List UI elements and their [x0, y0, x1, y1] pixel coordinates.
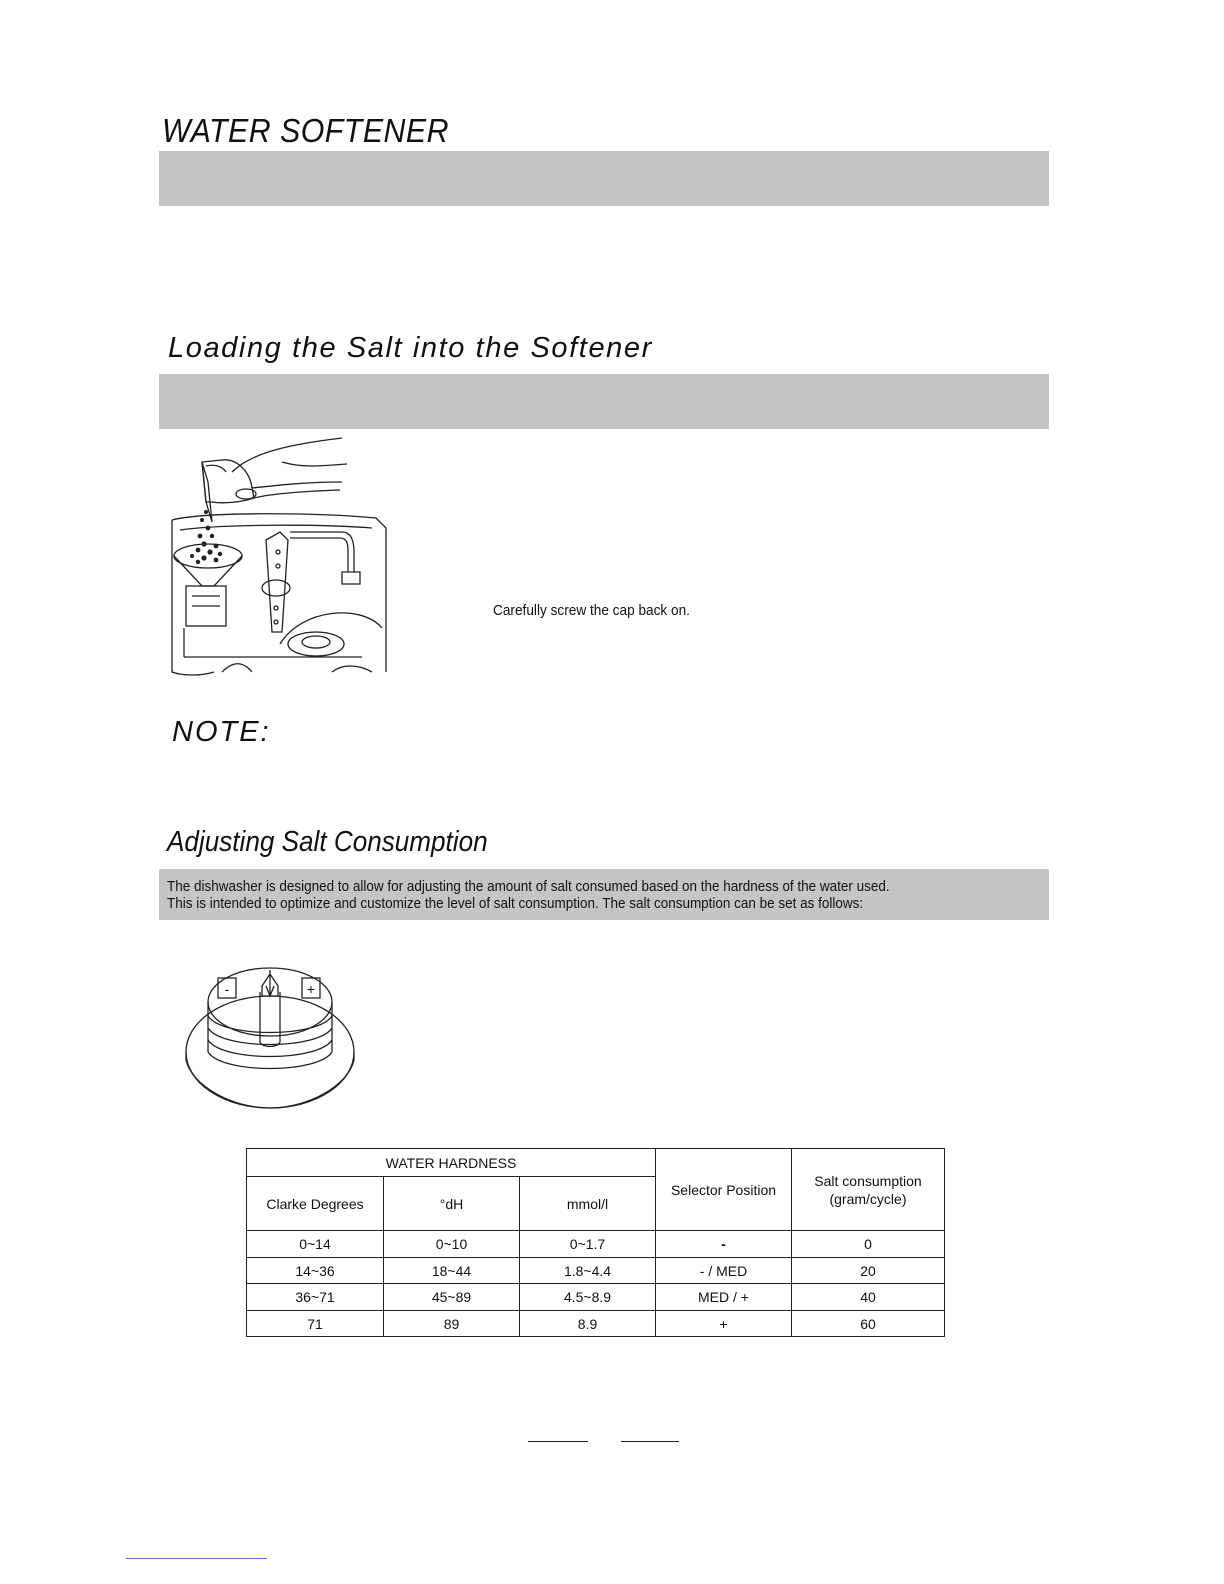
- table-cell: 20: [860, 1262, 876, 1279]
- table-cell: -: [721, 1236, 726, 1252]
- adjusting-intro-line-1: The dishwasher is designed to allow for adjusting the amount of salt consumed based on the hardness of the water used.: [167, 879, 890, 895]
- salt-selector-illustration: [182, 956, 358, 1112]
- table-cell: 18~44: [431, 1262, 472, 1279]
- section-title-adjusting: Adjusting Salt Consumption: [167, 826, 488, 858]
- table-cell: 0~10: [435, 1236, 468, 1252]
- salt-loading-illustration: [162, 432, 390, 684]
- table-cell: 71: [307, 1315, 323, 1332]
- selector-minus-label: -: [224, 981, 230, 997]
- note-title: NOTE:: [172, 716, 271, 748]
- section-banner-adjusting: [159, 869, 1049, 920]
- table-header-mmol: mmol/l: [566, 1195, 609, 1212]
- section-banner-loading-salt: [159, 374, 1049, 429]
- footer-rule-right: [621, 1441, 679, 1442]
- table-cell: 89: [443, 1315, 460, 1332]
- table-cell: 0~1.7: [569, 1236, 606, 1252]
- adjusting-intro-line-2: This is intended to optimize and customize the level of salt consumption. The salt consumption can be set as follows:: [167, 896, 864, 912]
- table-cell: 1.8~4.4: [563, 1262, 612, 1279]
- section-title-loading-salt: Loading the Salt into the Softener: [168, 332, 653, 364]
- selector-plus-label: +: [306, 981, 316, 997]
- table-cell: 45~89: [431, 1289, 472, 1305]
- table-cell: 0~14: [299, 1236, 331, 1252]
- table-group-header: WATER HARDNESS: [385, 1154, 517, 1171]
- footer-link-underline: [126, 1558, 267, 1559]
- table-cell: 36~71: [295, 1289, 335, 1305]
- table-header-salt: [792, 1149, 944, 1230]
- page-title: WATER SOFTENER: [162, 112, 450, 149]
- section-banner-water-softener: [159, 151, 1049, 206]
- table-header-salt-line-2: (gram/cycle): [829, 1190, 907, 1207]
- table-cell: 60: [860, 1315, 876, 1332]
- table-cell: 40: [860, 1289, 876, 1305]
- table-cell: 4.5~8.9: [563, 1289, 612, 1305]
- table-cell: 8.9: [577, 1315, 598, 1332]
- table-cell: MED / +: [698, 1289, 749, 1305]
- cap-instruction-text: Carefully screw the cap back on.: [493, 603, 690, 619]
- table-cell: +: [719, 1315, 728, 1332]
- table-cell: 14~36: [295, 1262, 335, 1279]
- table-header-salt-line-1: Salt consumption: [814, 1172, 922, 1189]
- table-header-selector: Selector Position: [670, 1181, 777, 1198]
- water-hardness-table: [246, 1148, 945, 1337]
- footer-rule-left: [528, 1441, 588, 1442]
- table-header-dh: °dH: [439, 1195, 464, 1212]
- table-cell: 0: [864, 1236, 872, 1252]
- table-cell: - / MED: [699, 1262, 748, 1279]
- table-header-clarke: Clarke Degrees: [266, 1195, 364, 1212]
